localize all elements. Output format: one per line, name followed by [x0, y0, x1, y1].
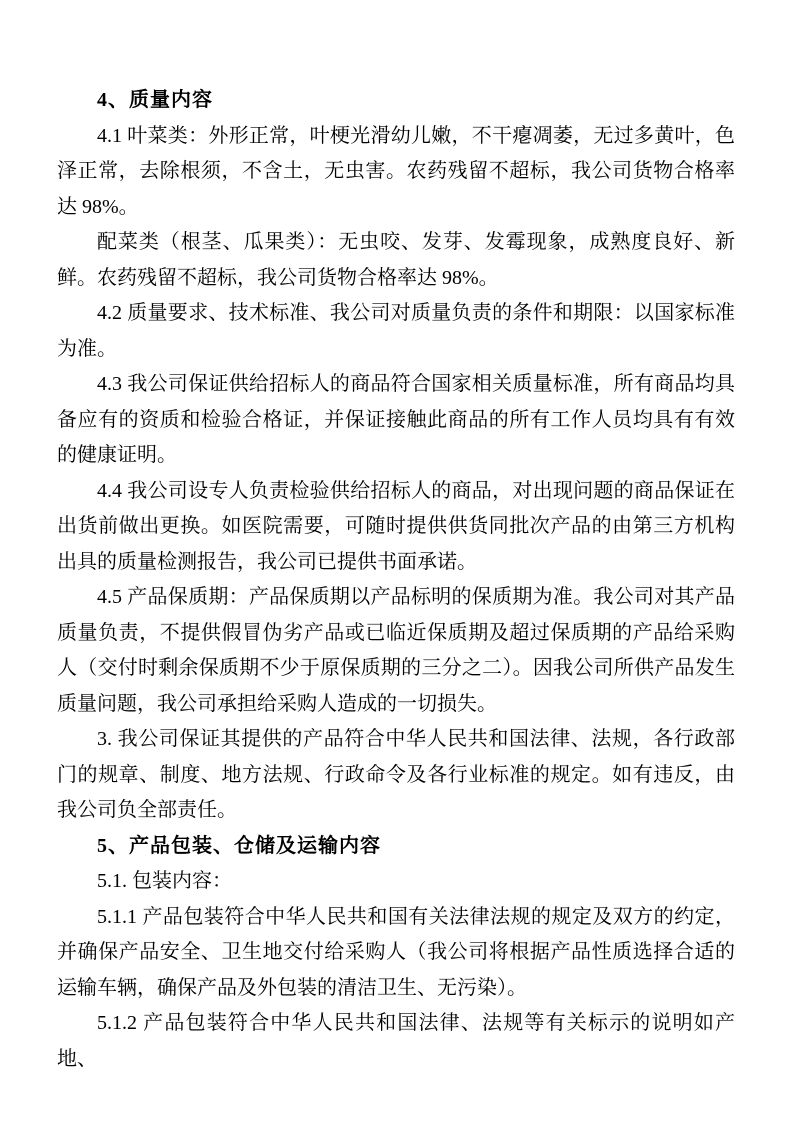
- paragraph: 4.2 质量要求、技术标准、我公司对质量负责的条件和期限：以国家标准为准。: [57, 302, 735, 360]
- paragraph: 5.1.1 产品包装符合中华人民共和国有关法律法规的规定及双方的约定，并确保产品安全、卫生地交付给采购人（我公司将根据产品性质选择合适的运输车辆，确保产品及外包装的清洁卫生、无污染）。: [57, 905, 735, 999]
- document-content: [57, 83, 735, 1077]
- paragraph: 4.1 叶菜类：外形正常，叶梗光滑幼儿嫩，不干瘪凋萎，无过多黄叶，色泽正常，去除根须，不含土，无虫害。农药残留不超标，我公司货物合格率达 98%。: [57, 124, 735, 218]
- paragraph: 配菜类（根茎、瓜果类）：无虫咬、发芽、发霉现象，成熟度良好、新鲜。农药残留不超标，我公司货物合格率达 98%。: [57, 231, 735, 289]
- paragraph: 5.1. 包装内容：: [97, 870, 232, 892]
- paragraph: 3. 我公司保证其提供的产品符合中华人民共和国法律、法规，各行政部门的规章、制度、地方法规、行政命令及各行业标准的规定。如有违反，由我公司负全部责任。: [57, 728, 735, 821]
- section-heading: 5、产品包装、仓储及运输内容: [97, 834, 381, 857]
- paragraph: 4.5 产品保质期：产品保质期以产品标明的保质期为准。我公司对其产品质量负责，不提供假冒伪劣产品或已临近保质期及超过保质期的产品给采购人（交付时剩余保质期不少于原保质期的三分之二）。因我公司所供产品发生质量问题，我公司承担给采购人造成的一切损失。: [57, 586, 735, 715]
- paragraph: 4.3 我公司保证供给招标人的商品符合国家相关质量标准，所有商品均具备应有的资质和检验合格证，并保证接触此商品的所有工作人员均具有有效的健康证明。: [57, 373, 735, 466]
- paragraph: 4.4 我公司设专人负责检验供给招标人的商品，对出现问题的商品保证在出货前做出更换。如医院需要，可随时提供供货同批次产品的由第三方机构出具的质量检测报告，我公司已提供书面承诺。: [57, 479, 735, 573]
- section-heading: 4、质量内容: [97, 89, 213, 111]
- paragraph: 5.1.2 产品包装符合中华人民共和国法律、法规等有关标示的说明如产地、: [57, 1012, 735, 1070]
